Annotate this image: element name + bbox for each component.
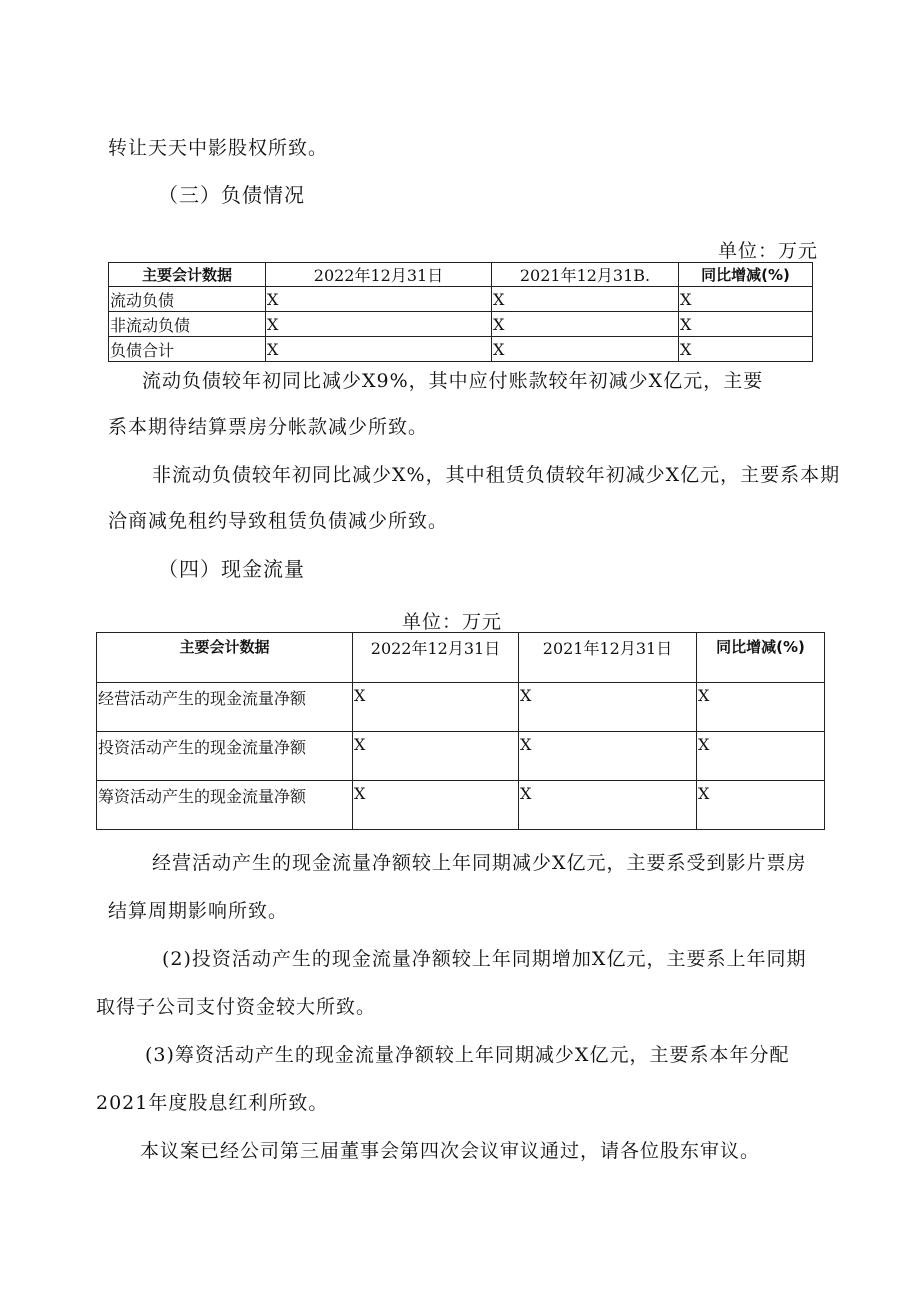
table-row (109, 312, 813, 337)
paragraph-operating-cash-flow: 经营活动产生的现金流量净额较上年同期减少X亿元，主要系受到影片票房 (152, 852, 807, 874)
header-cell: 主要会计数据 (109, 263, 266, 287)
section-heading-cash-flow: （四）现金流量 (158, 557, 305, 581)
table-row (97, 781, 825, 830)
table-cell: X (353, 683, 519, 732)
row-label: 流动负债 (109, 287, 266, 312)
cash-flow-table (96, 632, 825, 830)
table-row (97, 683, 825, 732)
paragraph-equity-transfer: 转让天天中影股权所致。 (108, 137, 329, 159)
table-cell: X (266, 287, 492, 312)
table-row (97, 732, 825, 781)
paragraph-financing-cash-flow-cont: 2021年度股息红利所致。 (96, 1092, 329, 1114)
table-row (109, 287, 813, 312)
header-cell: 2022年12月31日 (353, 633, 519, 683)
paragraph-investing-cash-flow-cont: 取得子公司支付资金较大所致。 (96, 996, 377, 1018)
table-cell: X (697, 781, 825, 830)
row-label: 负债合计 (109, 337, 266, 362)
paragraph-current-liabilities: 流动负债较年初同比减少X9%，其中应付账款较年初减少X亿元，主要 (142, 370, 764, 392)
liabilities-table (108, 262, 813, 362)
header-cell: 2021年12月31日 (519, 633, 697, 683)
table-cell: X (266, 337, 492, 362)
table-cell: X (492, 337, 679, 362)
table-cell: X (519, 683, 697, 732)
table-header-row (97, 633, 825, 683)
paragraph-approval-statement: 本议案已经公司第三届董事会第四次会议审议通过，请各位股东审议。 (140, 1140, 761, 1162)
header-cell: 2021年12月31B. (492, 263, 679, 287)
unit-label: 单位：万元 (402, 611, 503, 633)
paragraph-investing-cash-flow: (2)投资活动产生的现金流量净额较上年同期增加X亿元，主要系上年同期 (162, 948, 807, 970)
table-cell: X (679, 312, 813, 337)
table-cell: X (697, 683, 825, 732)
table-cell: X (519, 732, 697, 781)
table-cell: X (492, 287, 679, 312)
header-cell: 同比增减(%) (697, 633, 825, 683)
paragraph-noncurrent-liabilities-cont: 洽商减免租约导致租赁负债减少所致。 (108, 510, 449, 532)
header-cell: 2022年12月31日 (266, 263, 492, 287)
row-label: 经营活动产生的现金流量净额 (97, 683, 353, 732)
paragraph-current-liabilities-cont: 系本期待结算票房分帐款减少所致。 (108, 416, 429, 438)
row-label: 非流动负债 (109, 312, 266, 337)
header-cell: 主要会计数据 (97, 633, 353, 683)
unit-label: 单位：万元 (718, 240, 819, 262)
paragraph-financing-cash-flow: (3)筹资活动产生的现金流量净额较上年同期减少X亿元，主要系本年分配 (145, 1044, 790, 1066)
table-cell: X (697, 732, 825, 781)
table-cell: X (353, 732, 519, 781)
paragraph-operating-cash-flow-cont: 结算周期影响所致。 (108, 900, 289, 922)
table-cell: X (679, 287, 813, 312)
table-cell: X (679, 337, 813, 362)
table-cell: X (492, 312, 679, 337)
section-heading-liabilities: （三）负债情况 (158, 183, 305, 207)
row-label: 筹资活动产生的现金流量净额 (97, 781, 353, 830)
table-cell: X (353, 781, 519, 830)
row-label: 投资活动产生的现金流量净额 (97, 732, 353, 781)
paragraph-noncurrent-liabilities: 非流动负债较年初同比减少X%，其中租赁负债较年初减少X亿元，主要系本期 (152, 464, 841, 486)
table-row (109, 337, 813, 362)
header-cell: 同比增减(%) (679, 263, 813, 287)
table-cell: X (519, 781, 697, 830)
table-header-row (109, 263, 813, 287)
table-cell: X (266, 312, 492, 337)
